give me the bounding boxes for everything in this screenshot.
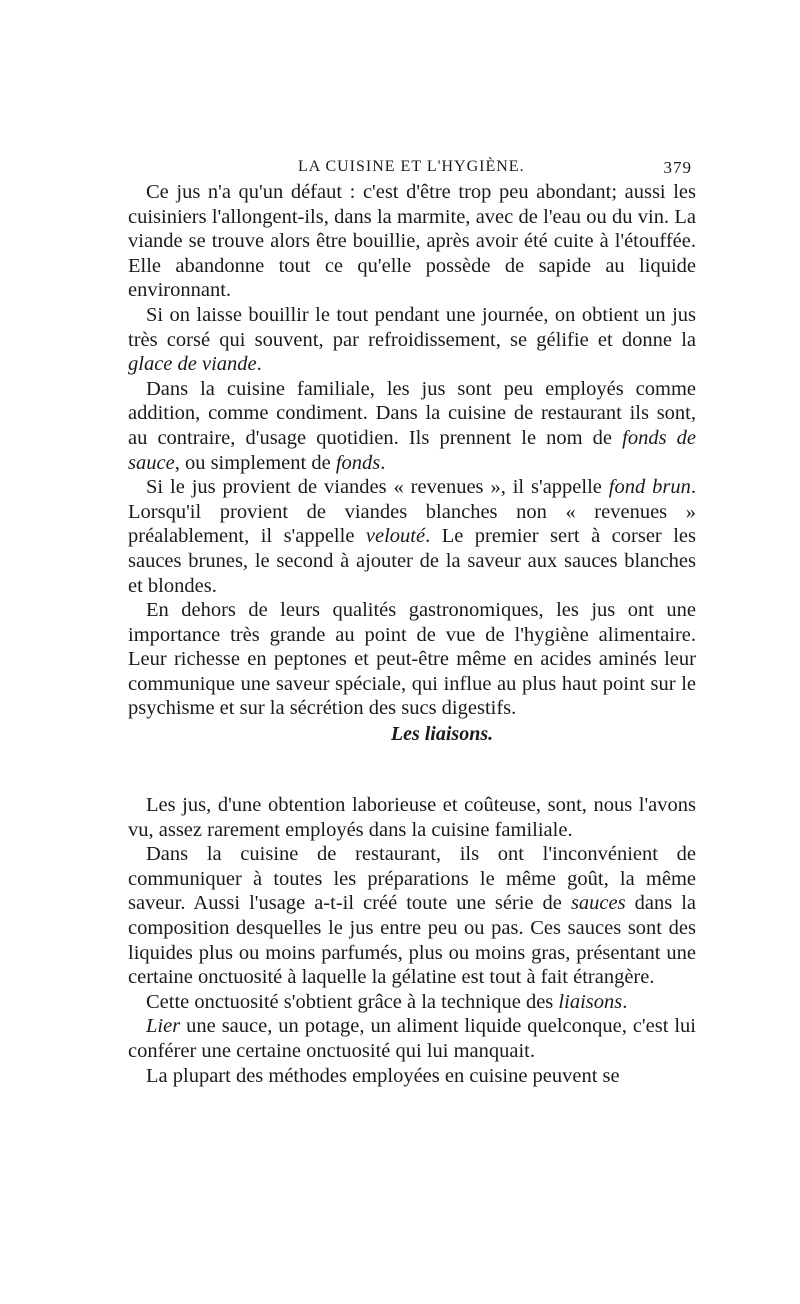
- italic-term: fond brun: [608, 476, 691, 499]
- text-run: dans la composition desquelles le jus entre peu ou pas. Ces sauces sont des liquides plus ou moins parfumés, plus ou moins gras, présentant une certaine onctuosité à laquelle la gélatine est tout à fait étrangère.: [128, 892, 697, 989]
- paragraph: [128, 303, 696, 377]
- body-text-before: [128, 180, 696, 721]
- paragraph: [128, 990, 696, 1015]
- italic-term: glace de viande: [128, 353, 257, 376]
- text-run: Si le jus provient de viandes « revenues », il s'appelle: [146, 476, 609, 499]
- italic-term: sauces: [570, 892, 626, 915]
- text-run: . Le premier sert à corser les sauces brunes, le second à ajouter de la saveur aux sauces blanches et blondes.: [128, 525, 696, 597]
- text-run: . Lorsqu'il provient de viandes blanches non « revenues » préalablement, il s'appelle: [128, 476, 697, 548]
- text-run: Dans la cuisine familiale, les jus sont peu employés comme addition, comme condiment. Dans la cuisine de restaurant ils sont, au contraire, d'usage quotidien. Ils prennent le nom de: [128, 377, 696, 449]
- italic-term: liaisons: [558, 990, 623, 1013]
- text-run: La plupart des méthodes employées en cuisine peuvent se: [146, 1064, 620, 1087]
- body-text-after: [128, 793, 696, 1088]
- text-run: Dans la cuisine de restaurant, ils ont l'inconvénient de communiquer à toutes les préparations le même goût, la même saveur. Aussi l'usage a-t-il créé toute une série de: [128, 843, 696, 915]
- text-run: Ce jus n'a qu'un défaut : c'est d'être trop peu abondant; aussi les cuisiniers l'allongent-ils, dans la marmite, avec de l'eau ou du vin. La viande se trouve alors être bouillie, après avoir été cuite à l'étouffée. Elle abandonne tout ce qu'elle possède de sapide au liquide environnant.: [128, 181, 696, 302]
- book-page: [128, 150, 696, 1088]
- paragraph: [128, 180, 696, 303]
- text-run: Si on laisse bouillir le tout pendant une journée, on obtient un jus très corsé qui souvent, par refroidissement, se gélifie et donne la: [128, 303, 696, 351]
- text-run: .: [256, 353, 262, 376]
- paragraph: [128, 1064, 696, 1089]
- text-run: Les jus, d'une obtention laborieuse et coûteuse, sont, nous l'avons vu, assez rarement employés dans la cuisine familiale.: [128, 794, 696, 841]
- page-number: 379: [663, 158, 692, 177]
- text-run: une sauce, un potage, un aliment liquide quelconque, c'est lui conférer une certaine onctuosité qui lui manquait.: [128, 1015, 696, 1062]
- paragraph: [128, 598, 696, 721]
- section-title: Les liaisons.: [390, 723, 494, 746]
- italic-term: fonds de sauce: [128, 426, 696, 474]
- paragraph: [128, 1014, 696, 1063]
- running-title: LA CUISINE ET L'HYGIÈNE.: [298, 158, 525, 175]
- text-run: Cette onctuosité s'obtient grâce à la technique des: [146, 990, 559, 1013]
- running-head: [128, 150, 696, 180]
- italic-term: fonds: [335, 451, 381, 474]
- italic-term: velouté: [365, 525, 426, 548]
- paragraph: [128, 842, 696, 990]
- paragraph: [128, 793, 696, 842]
- text-run: .: [622, 990, 628, 1013]
- text-run: , ou simplement de: [174, 451, 336, 474]
- paragraph: [128, 377, 696, 475]
- text-run: .: [380, 451, 386, 474]
- text-run: En dehors de leurs qualités gastronomiques, les jus ont une importance très grande au point de vue de l'hygiène alimentaire. Leur richesse en peptones et peut-être même en acides aminés leur communique une saveur spéciale, qui influe au plus haut point sur le psychisme et sur la sécrétion des sucs digestifs.: [128, 599, 696, 720]
- italic-term: Lier: [146, 1015, 181, 1038]
- paragraph: [128, 475, 696, 598]
